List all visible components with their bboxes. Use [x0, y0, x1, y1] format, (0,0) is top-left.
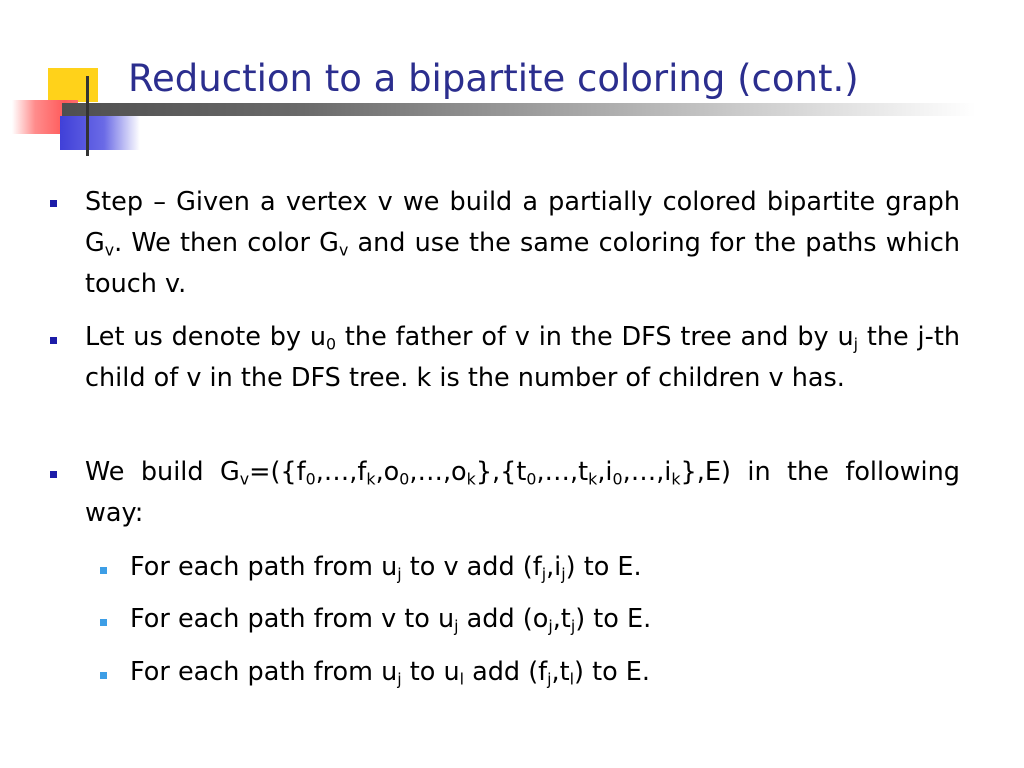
- bullet-marker-icon: [50, 471, 57, 478]
- subscript: k: [588, 469, 598, 489]
- text-run: ) to E.: [575, 604, 652, 634]
- text-run: the father of v in the DFS tree and by u: [336, 322, 854, 352]
- subscript: 0: [526, 469, 537, 489]
- subscript: 0: [326, 334, 337, 354]
- subscript: k: [671, 469, 681, 489]
- text-run: . We then color G: [114, 228, 339, 258]
- text-run: For each path from u: [130, 552, 398, 582]
- subscript: l: [569, 669, 575, 689]
- subscript: 0: [305, 469, 316, 489]
- text-run: ) to E.: [574, 657, 651, 687]
- sub-bullet-uj-to-v: [130, 547, 960, 588]
- subscript: j: [541, 564, 547, 584]
- subscript: j: [570, 616, 576, 636]
- sub-bullet-v-to-uj: [130, 599, 960, 640]
- sub-bullet-marker-icon: [100, 619, 107, 626]
- text-run: For each path from v to u: [130, 604, 455, 634]
- yellow-square: [48, 68, 98, 102]
- subscript: l: [459, 669, 465, 689]
- text-run: For each path from u: [130, 657, 398, 687]
- subscript: j: [397, 564, 402, 584]
- text-run: ,…,t: [536, 457, 589, 487]
- subscript: j: [548, 616, 553, 636]
- text-run: ,…,o: [409, 457, 467, 487]
- vertical-rule: [86, 76, 89, 156]
- text-run: },E) in the following way:: [85, 457, 960, 528]
- text-run: Step – Given a vertex v we build a partially colored bipartite graph G: [85, 187, 960, 258]
- text-run: ,o: [375, 457, 400, 487]
- bullet-build: [85, 452, 960, 534]
- text-run: add (f: [464, 657, 548, 687]
- text-run: },{t: [475, 457, 527, 487]
- text-run: ,i: [597, 457, 613, 487]
- sub-bullet-marker-icon: [100, 672, 107, 679]
- sub-bullet-marker-icon: [100, 567, 107, 574]
- sub-bullet-uj-to-ul: [130, 652, 960, 693]
- subscript: k: [466, 469, 476, 489]
- subscript: j: [853, 334, 859, 354]
- text-run: the j-th child of v in the DFS tree. k is the number of children v has.: [85, 322, 960, 393]
- subscript: j: [547, 669, 552, 689]
- text-run: add (o: [458, 604, 549, 634]
- bullet-step: [85, 182, 960, 305]
- text-run: to v add (f: [401, 552, 542, 582]
- text-run: Let us denote by u: [85, 322, 327, 352]
- text-run: and use the same coloring for the paths which touch v.: [85, 228, 961, 299]
- text-run: ) to E.: [565, 552, 642, 582]
- subscript: 0: [612, 469, 623, 489]
- text-run: ,t: [552, 604, 571, 634]
- subscript: v: [338, 240, 349, 260]
- subscript: j: [454, 616, 459, 636]
- subscript: 0: [399, 469, 410, 489]
- text-run: We build G: [85, 457, 240, 487]
- bullet-denote: [85, 317, 960, 399]
- subscript: k: [366, 469, 376, 489]
- bullet-marker-icon: [50, 337, 57, 344]
- text-run: ,t: [551, 657, 570, 687]
- subscript: v: [104, 240, 115, 260]
- bullet-marker-icon: [50, 200, 57, 207]
- text-run: ,…,i: [622, 457, 672, 487]
- slide-title: Reduction to a bipartite coloring (cont.): [128, 57, 859, 100]
- subscript: v: [239, 469, 250, 489]
- blue-gradient-bar: [60, 116, 140, 150]
- text-run: ,i: [546, 552, 562, 582]
- text-run: ,…,f: [315, 457, 367, 487]
- text-run: to u: [401, 657, 460, 687]
- subscript: j: [561, 564, 566, 584]
- subscript: j: [397, 669, 402, 689]
- text-run: =({f: [249, 457, 306, 487]
